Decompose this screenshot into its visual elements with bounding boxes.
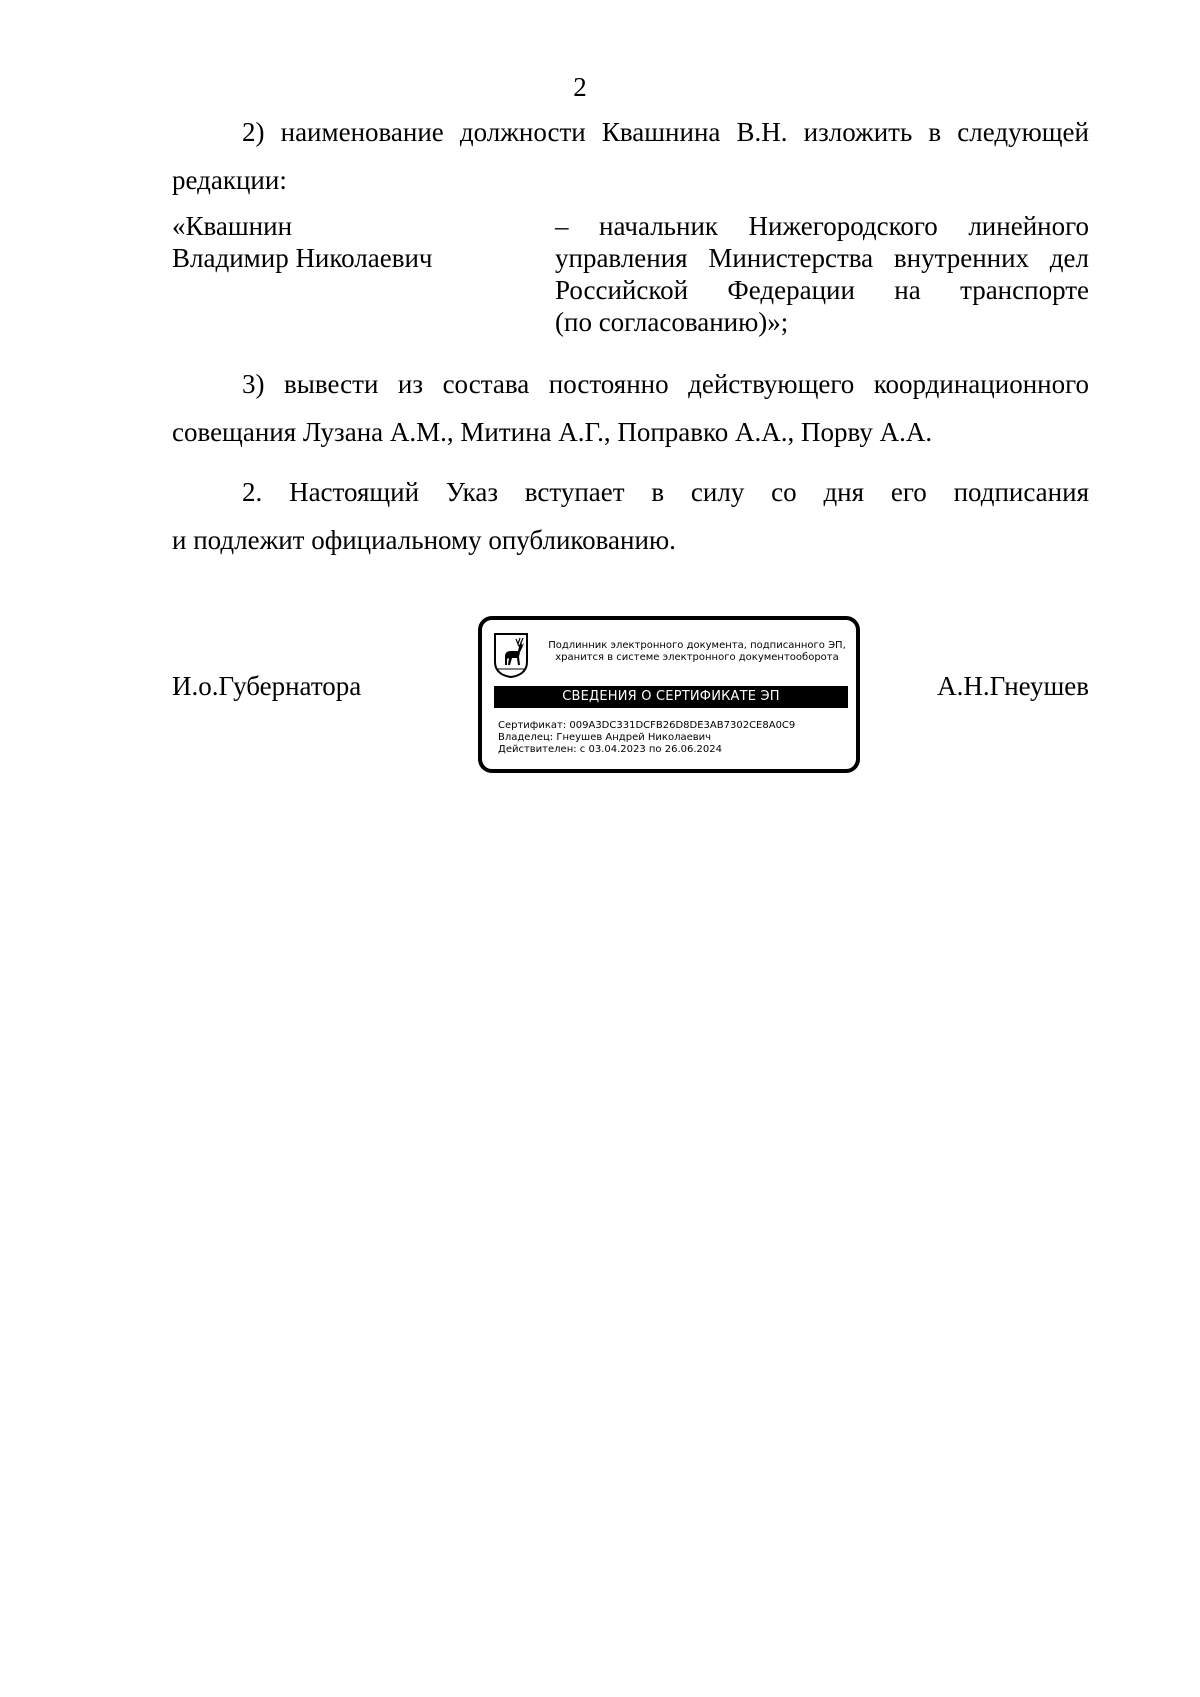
stamp-validity: Действителен: с 03.04.2023 по 26.06.2024: [498, 744, 722, 755]
clause-2-line-1: [172, 468, 1089, 516]
member-row-1: [172, 210, 1089, 242]
member-row-2: [172, 242, 1089, 274]
member-desc-line-1: – начальник Нижегородского линейного: [555, 211, 1089, 241]
stamp-certificate-heading: СВЕДЕНИЯ О СЕРТИФИКАТЕ ЭП: [494, 686, 848, 708]
item-3-line-2: совещания Лузана А.М., Митина А.Г., Поправко А.А., Порву А.А.: [172, 417, 933, 447]
signatory-title: И.о.Губернатора: [172, 671, 362, 701]
member-desc-line-4: (по согласованию)»;: [555, 307, 789, 337]
stamp-header-line-2: хранится в системе электронного документооборота: [555, 652, 839, 663]
member-row-4: [172, 306, 1089, 338]
item-3-line-1-text: 3) вывести из состава постоянно действующего координационного: [242, 369, 1089, 399]
clause-2-paragraph: [172, 468, 1089, 564]
signatory-name: А.Н.Гнеушев: [937, 671, 1089, 701]
item-3-line-1: [172, 360, 1089, 408]
stamp-header: [532, 640, 862, 664]
item-2-line-2: редакции:: [172, 165, 287, 195]
item-2-line-1: [172, 108, 1089, 156]
item-2-paragraph: [172, 108, 1089, 204]
clause-2-line-1-text: 2. Настоящий Указ вступает в силу со дня его подписания: [242, 477, 1089, 507]
electronic-signature-stamp: [478, 616, 860, 773]
member-desc-line-2: управления Министерства внутренних дел: [555, 243, 1089, 273]
item-3-paragraph: [172, 360, 1089, 456]
stamp-header-line-1: Подлинник электронного документа, подписанного ЭП,: [548, 640, 846, 651]
deer-emblem-icon: [493, 632, 529, 678]
member-name-line-2: Владимир Николаевич: [172, 243, 433, 273]
member-desc-line-3: Российской Федерации на транспорте: [555, 275, 1089, 305]
item-2-line-1-text: 2) наименование должности Квашнина В.Н. изложить в следующей: [242, 117, 1089, 147]
page-number: 2: [573, 72, 587, 102]
stamp-certificate-number: Сертификат: 009A3DC331DCFB26D8DE3AB7302CE8A0C9: [498, 720, 796, 731]
clause-2-line-2: и подлежит официальному опубликованию.: [172, 525, 676, 555]
member-name-line-1: «Квашнин: [172, 211, 293, 241]
stamp-owner: Владелец: Гнеушев Андрей Николаевич: [498, 732, 712, 743]
member-row-3: [172, 274, 1089, 306]
